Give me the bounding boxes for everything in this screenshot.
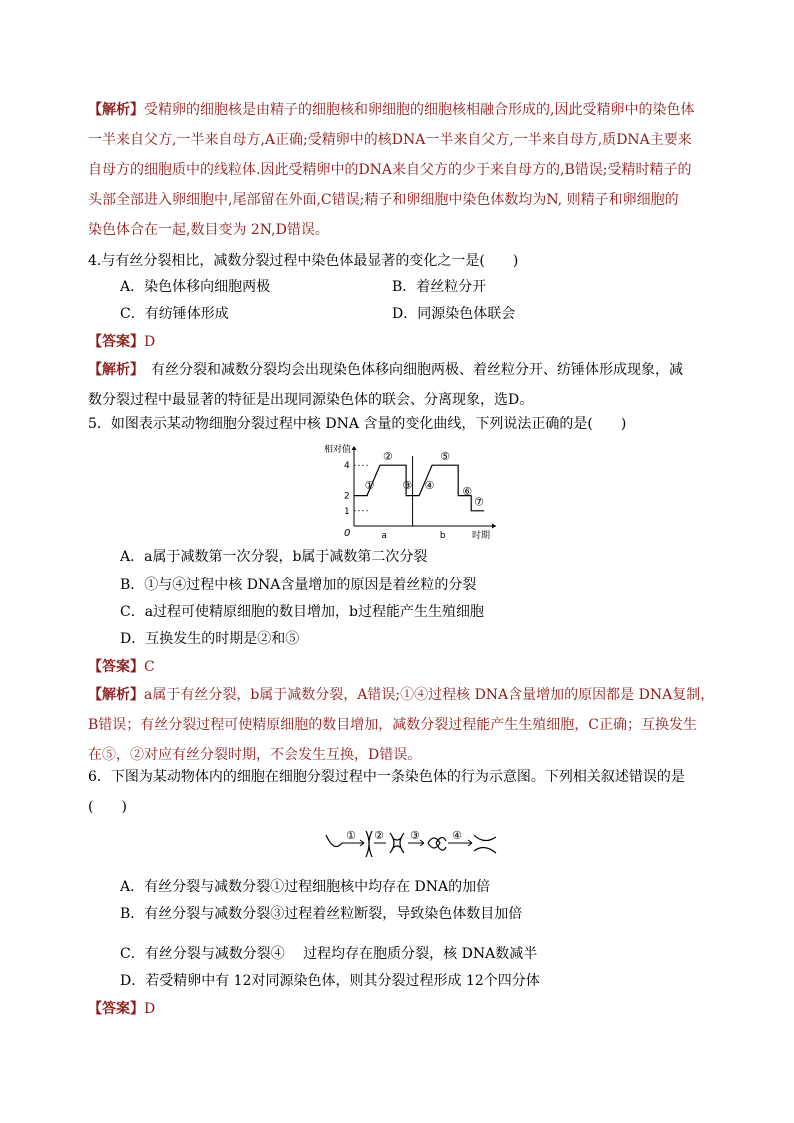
q5-option-c: C．a过程可使精原细胞的数目增加，b过程能产生生殖细胞 — [120, 604, 485, 620]
q6-option-d: D．若受精卵中有 12对同源染色体，则其分裂过程形成 12个四分体 — [120, 973, 540, 989]
analysis-line: 有丝分裂和减数分裂均会出现染色体移向细胞两极、着丝粒分开、纺锤体形成现象，减 — [137, 362, 683, 378]
q6-stem-line: ( ) — [88, 799, 127, 815]
y-tick-label: 4 — [344, 461, 350, 472]
q4-option-d: D．同源染色体联会 — [392, 306, 516, 322]
q6-option-c: C．有丝分裂与减数分裂④ 过程均存在胞质分裂，核 DNA数减半 — [120, 946, 538, 962]
analysis-line: 染色体合在一起,数目变为 2N,D错误。 — [88, 222, 329, 238]
step-label-2: ② — [374, 829, 384, 842]
chromosome-2 — [366, 831, 372, 857]
analysis-line: 头部全部进入卵细胞中,尾部留在外面,C错误;精子和卵细胞中染色体数均为N, 则精子和卵细胞的 — [88, 192, 679, 208]
q4-option-b: B．着丝粒分开 — [392, 279, 487, 295]
analysis-q3 — [88, 95, 704, 245]
stage-label-3: ③ — [402, 478, 413, 492]
q5-option-b: B．①与④过程中核 DNA含量增加的原因是着丝粒的分裂 — [120, 577, 477, 593]
chromosome-3 — [390, 833, 404, 853]
analysis-line: 受精卵的细胞核是由精子的细胞核和卵细胞的细胞核相融合形成的,因此受精卵中的染色体 — [144, 102, 695, 118]
answer-value: D — [144, 1001, 156, 1017]
chromosome-4 — [428, 837, 446, 850]
analysis-tag: 【解析】 — [88, 102, 144, 118]
stage-label-2: ② — [382, 450, 393, 464]
answer-tag: 【答案】 — [88, 659, 144, 675]
analysis-line: 数分裂过程中最显著的特征是出现同源染色体的联会、分离现象，选D。 — [88, 392, 534, 408]
chromosome-behavior-diagram — [320, 825, 500, 865]
stage-label-5: ⑤ — [440, 450, 451, 464]
step-label-4: ④ — [452, 829, 462, 842]
chromosome-1 — [326, 835, 342, 847]
q5-answer — [88, 656, 155, 678]
q4-option-c: C．有纺锤体形成 — [120, 306, 229, 322]
segment-label-b: b — [439, 531, 446, 540]
analysis-line: a属于有丝分裂，b属于减数分裂，A错误;①④过程核 DNA含量增加的原因都是 DNA复制， — [144, 687, 715, 703]
question-4-stem: 4.与有丝分裂相比，减数分裂过程中染色体最显著的变化之一是( ) — [88, 253, 519, 269]
analysis-line: B错误；有丝分裂过程可使精原细胞的数目增加，减数分裂过程能产生生殖细胞，C正确；互换发生 — [88, 717, 697, 733]
segment-label-a: a — [381, 531, 387, 540]
answer-value: C — [144, 659, 155, 675]
stage-label-7: ⑦ — [473, 495, 484, 509]
analysis-line: 在⑤，②对应有丝分裂时期，不会发生互换，D错误。 — [88, 747, 422, 763]
q5-analysis — [88, 680, 715, 770]
stage-label-6: ⑥ — [462, 485, 473, 499]
q6-stem-line: 6．下图为某动物体内的细胞在细胞分裂过程中一条染色体的行为示意图。下列相关叙述错误的是 — [88, 769, 685, 785]
y-axis-arrow — [352, 446, 357, 450]
dna-content-chart — [310, 440, 500, 540]
answer-tag: 【答案】 — [88, 334, 144, 350]
answer-value: D — [144, 334, 156, 350]
analysis-line: 一半来自父方,一半来自母方,A正确;受精卵中的核DNA一半来自父方,一半来自母方,质DNA主要来 — [88, 132, 692, 148]
q6-answer — [88, 998, 155, 1020]
x-axis-label: 时期 — [472, 531, 491, 540]
y-axis-label: 相对值 — [324, 445, 352, 455]
analysis-tag: 【解析】 — [88, 362, 137, 378]
q4-analysis — [88, 355, 704, 415]
q6-option-a: A．有丝分裂与减数分裂①过程细胞核中均存在 DNA的加倍 — [120, 879, 491, 895]
q5-option-a: A．a属于减数第一次分裂，b属于减数第二次分裂 — [120, 549, 428, 565]
answer-tag: 【答案】 — [88, 1001, 144, 1017]
y-tick-label: 2 — [344, 491, 350, 502]
stage-label-4: ④ — [424, 478, 435, 492]
q4-option-a: A．染色体移向细胞两极 — [120, 279, 271, 295]
chromosome-5 — [474, 835, 496, 853]
analysis-tag: 【解析】 — [88, 687, 144, 703]
step-label-1: ① — [346, 829, 356, 842]
origin-label: 0 — [344, 528, 351, 539]
analysis-line: 自母方的细胞质中的线粒体.因此受精卵中的DNA来自父方的少于来自母方的,B错误;受精时精子的 — [88, 162, 692, 178]
q5-option-d: D．互换发生的时期是②和⑤ — [120, 631, 300, 647]
q4-answer — [88, 331, 155, 353]
y-tick-label: 1 — [344, 506, 350, 517]
x-axis-arrow — [492, 524, 496, 529]
q6-option-b: B．有丝分裂与减数分裂③过程着丝粒断裂，导致染色体数目加倍 — [120, 906, 523, 922]
question-6-stem — [88, 762, 704, 822]
question-5-stem: 5．如图表示某动物细胞分裂过程中核 DNA 含量的变化曲线，下列说法正确的是( ) — [88, 416, 627, 432]
stage-label-1: ① — [364, 478, 375, 492]
step-label-3: ③ — [410, 829, 420, 842]
